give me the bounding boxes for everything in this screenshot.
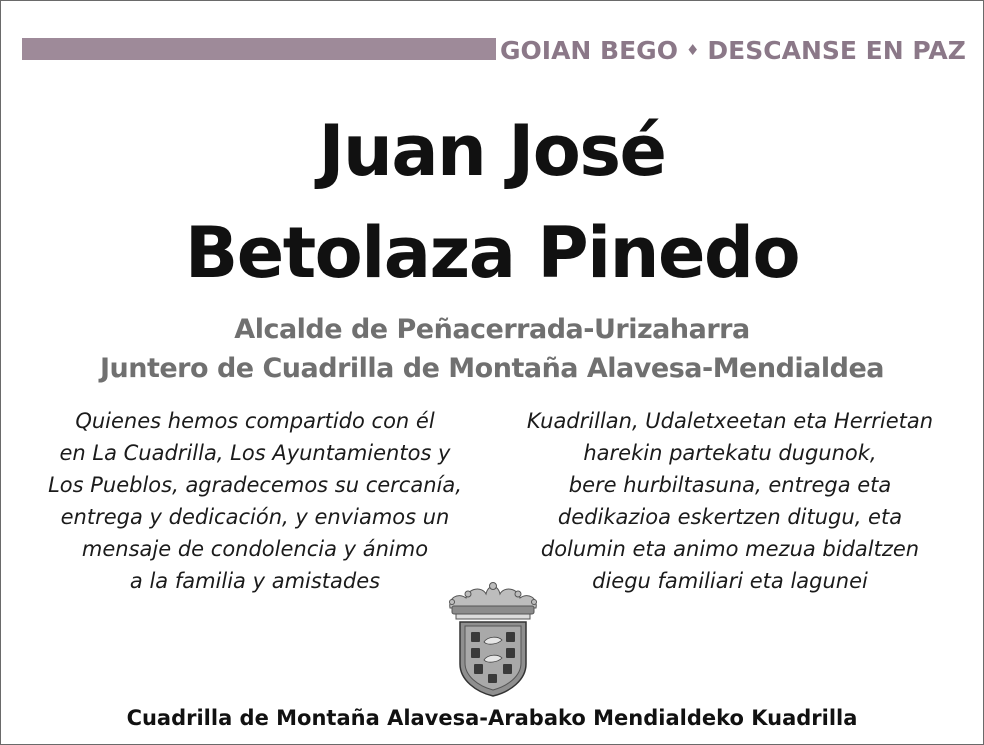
message-eu-line: dolumin eta animo mezua bidaltzen (540, 537, 920, 561)
header-title (500, 33, 966, 67)
message-basque (504, 405, 956, 597)
deceased-name-line-2: Betolaza Pinedo (184, 212, 800, 294)
header-left-text: GOIAN BEGO (500, 35, 678, 65)
message-es-line: Los Pueblos, agradecemos su cercanía, (48, 473, 462, 497)
message-es-line: entrega y dedicación, y enviamos un (60, 505, 450, 529)
message-es-line: mensaje de condolencia y ánimo (81, 537, 429, 561)
header-right-text: DESCANSE EN PAZ (707, 35, 966, 65)
message-eu-line: bere hurbiltasuna, entrega eta (568, 473, 892, 497)
message-eu-line: Kuadrillan, Udaletxeetan eta Herrietan (526, 409, 934, 433)
message-es-line: a la familia y amistades (129, 569, 381, 593)
role-line-2: Juntero de Cuadrilla de Montaña Alavesa-Mendialdea (99, 353, 885, 384)
coat-of-arms-icon (438, 580, 548, 700)
diamond-separator-icon: ♦ (685, 40, 700, 59)
header-bar (22, 38, 496, 60)
footer-organization: Cuadrilla de Montaña Alavesa-Arabako Mendialdeko Kuadrilla (126, 706, 858, 730)
message-eu-line: harekin partekatu dugunok, (583, 441, 877, 465)
message-eu-line: diegu familiari eta lagunei (592, 569, 868, 593)
message-es-line: Quienes hemos compartido con él (75, 409, 435, 433)
role-line-1: Alcalde de Peñacerrada-Urizaharra (234, 314, 750, 345)
message-es-line: en La Cuadrilla, Los Ayuntamientos y (59, 441, 451, 465)
deceased-name-line-1: Juan José (318, 110, 666, 192)
crown (450, 583, 537, 620)
message-spanish (28, 405, 482, 597)
message-eu-line: dedikazioa eskertzen ditugu, eta (557, 505, 903, 529)
